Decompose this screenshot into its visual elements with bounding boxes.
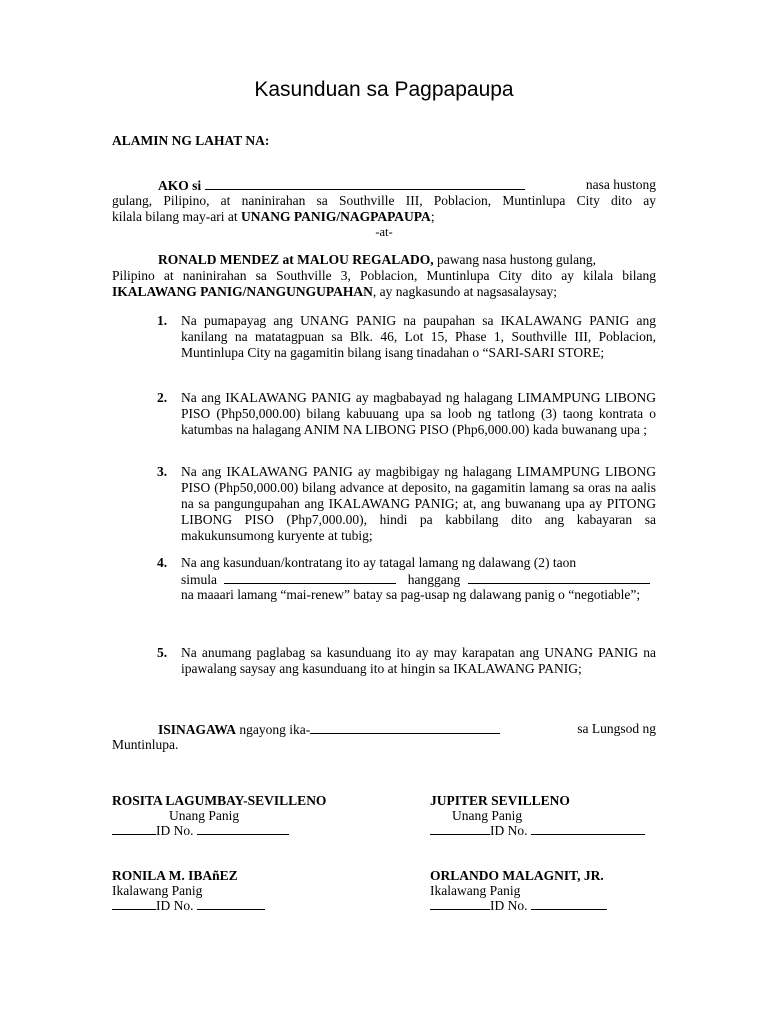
item-number: 4. [157,555,168,570]
party2-line1: RONALD MENDEZ at MALOU REGALADO, pawang nasa hustong gulang, [158,252,596,267]
list-item-dates: simula hanggang [181,571,656,588]
signatory-name: ROSITA LAGUMBAY-SEVILLENO [112,793,327,808]
list-item: Na pumapayag ang UNANG PANIG na paupahan sa IKALAWANG PANIG ang kanilang na matatagpuan sa Blk. 46, Lot 15, Phase 1, Southville III, Poblacion, Muntinlupa City na gagamitin bilang isang tinadahan o “SARI-SARI STORE; [181,313,656,360]
isinagawa-line1: ISINAGAWA ngayong ika- sa Lungsod ng [158,721,656,737]
signatory-role: Unang Panig [452,808,523,823]
party2-line3: IKALAWANG PANIG/NANGUNGUPAHAN, ay nagkasundo at nagsasalaysay; [112,284,557,299]
list-item: Na ang kasunduan/kontratang ito ay tatagal lamang ng dalawang (2) taon [181,555,577,570]
signatory-role: Ikalawang Panig [112,883,203,898]
signatory-id: ID No. [430,823,645,838]
end-date-blank [468,571,650,584]
isinagawa-line2: Muntinlupa. [112,737,179,752]
list-item-continued: na maaari lamang “mai-renew” batay sa pag-usap ng dalawang panig o “negotiable”; [181,587,641,602]
list-item: Na ang IKALAWANG PANIG ay magbabayad ng halagang LIMAMPUNG LIBONG PISO (Php50,000.00) bilang kabuuang upa sa loob ng tatlong (3) taong kontrata o katumbas na halagang ANIM NA LIBONG PISO (Php6,000.00) kada buwanang upa ; [181,390,656,437]
list-item: Na anumang paglabag sa kasunduang ito ay may karapatan ang UNANG PANIG na ipawalang saysay ang kasunduang ito at hingin sa IKALAWANG PANIG; [181,645,656,676]
signatory-id: ID No. [112,898,265,913]
signatory-id: ID No. [430,898,607,913]
signatory-block [112,868,265,913]
signatory-name: ORLANDO MALAGNIT, JR. [430,868,604,883]
signatory-role: Ikalawang Panig [430,883,521,898]
intro-heading: ALAMIN NG LAHAT NA: [112,133,270,148]
ako-label: AKO si [158,178,202,193]
list-item: Na ang IKALAWANG PANIG ay magbibigay ng halagang LIMAMPUNG LIBONG PISO (Php50,000.00) bilang advance at deposito, na gagamitin lamang sa oras na aalis na sa pangungupahan ang IKALAWANG PANIG; at, ang buwanang upa ay PITONG LIBONG PISO (Php7,000.00), hindi pa kabbilang dito ang kabayaran sa makukunsumong kuryente at tubig; [181,464,656,543]
item-number: 1. [157,313,168,328]
signatory-block [430,868,607,913]
party1-line3: kilala bilang may-ari at UNANG PANIG/NAGPAPAUPA; [112,209,435,224]
signatory-id: ID No. [112,823,326,838]
party1-line2: gulang, Pilipino, at naninirahan sa Southville III, Poblacion, Muntinlupa City dito ay [112,193,656,208]
item-number: 2. [157,390,168,405]
signatory-name: RONILA M. IBAñEZ [112,868,238,883]
start-date-blank [224,571,396,584]
signatory-role: Unang Panig [169,808,240,823]
at-separator: -at- [375,225,393,239]
signatory-block [112,793,326,838]
party2-line2: Pilipino at naninirahan sa Southville 3, Poblacion, Muntinlupa City dito ay kilala bilang [112,268,656,283]
signatory-name: JUPITER SEVILLENO [430,793,570,808]
item-number: 3. [157,464,168,479]
item-number: 5. [157,645,168,660]
signatory-block [430,793,645,838]
document-title: Kasunduan sa Pagpapaupa [254,78,514,101]
date-blank [310,721,500,734]
name-blank [205,177,525,190]
party1-line1: AKO si nasa hustong [158,177,656,193]
